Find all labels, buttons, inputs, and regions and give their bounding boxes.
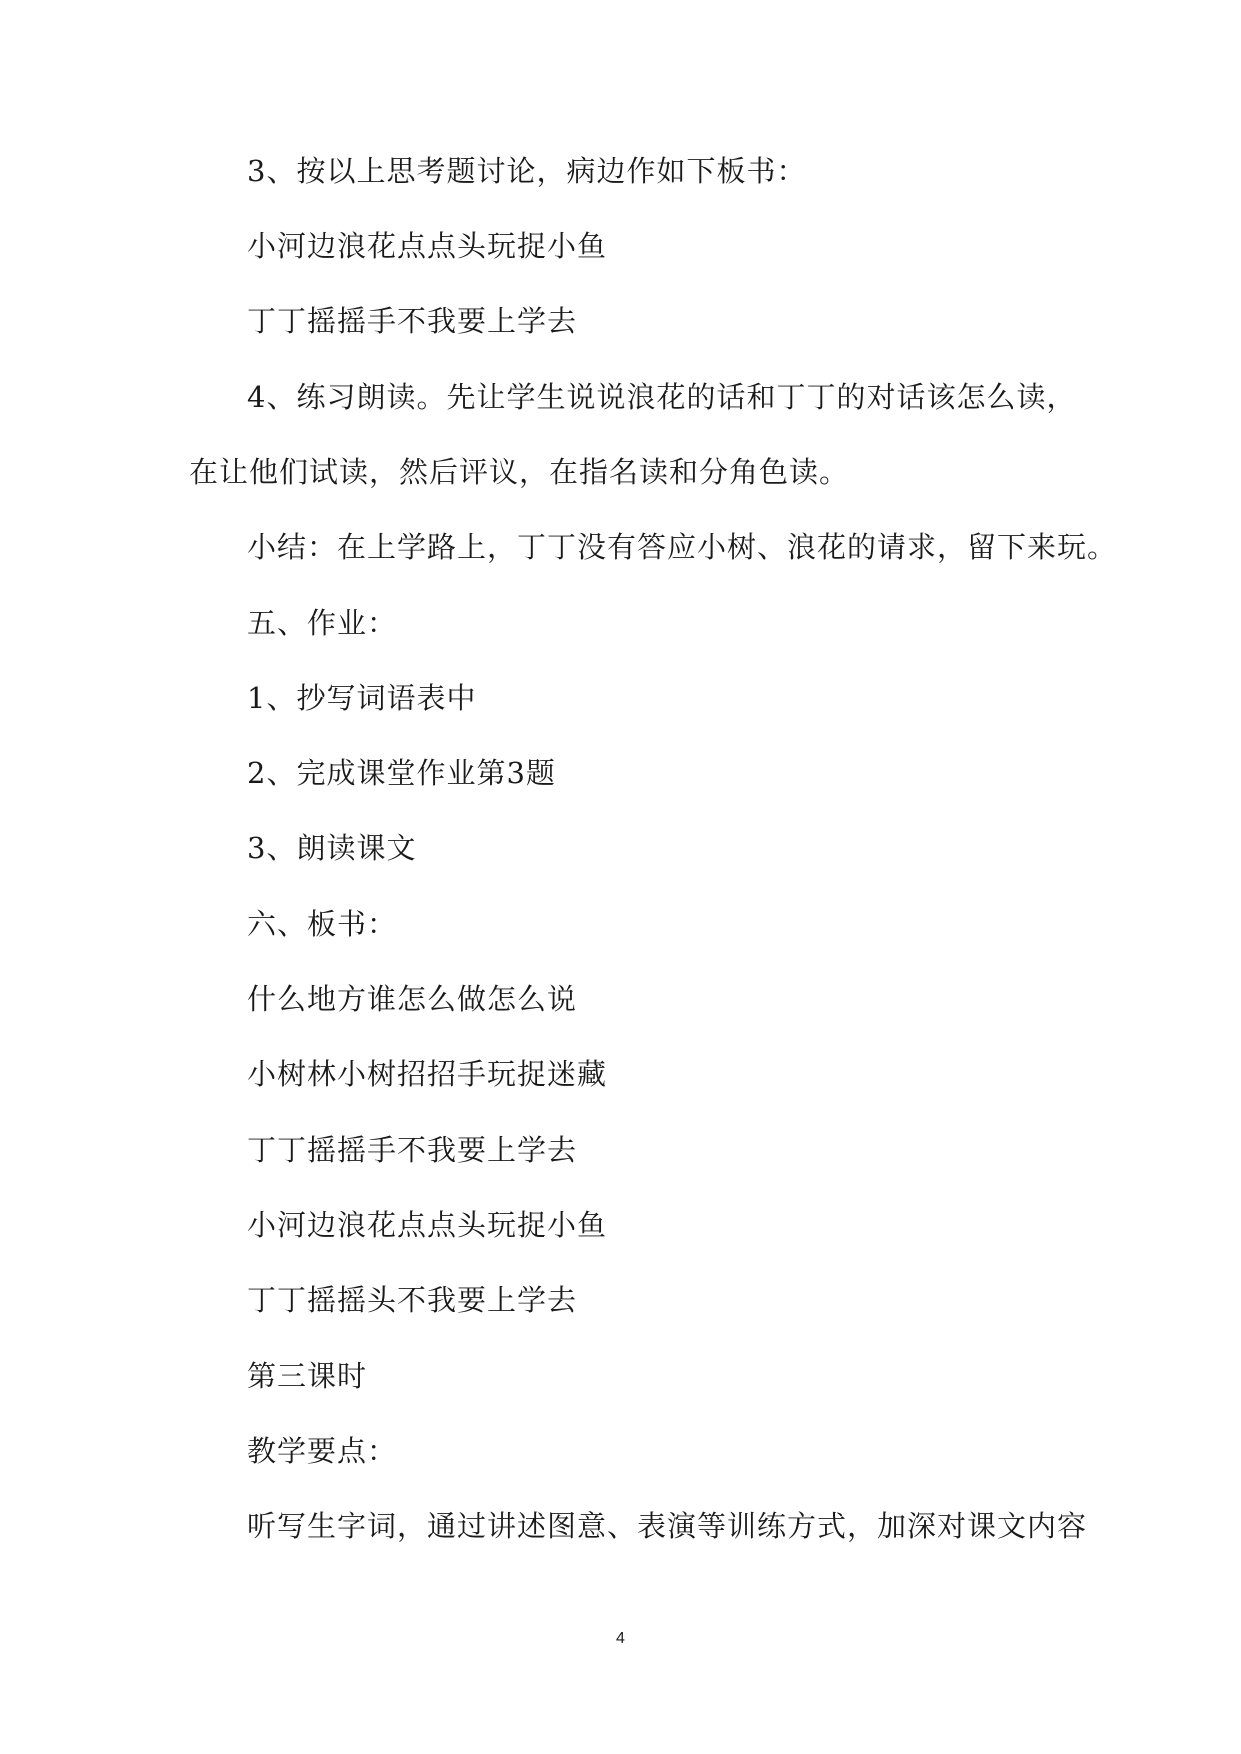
- list-item: 1、抄写词语表中: [247, 681, 477, 715]
- section-heading: 第三课时: [247, 1359, 368, 1393]
- list-item: 2、完成课堂作业第3题: [247, 756, 556, 790]
- paragraph-line: 丁丁摇摇手不我要上学去: [247, 1133, 578, 1167]
- page-number: 4: [616, 1630, 625, 1647]
- paragraph-line: 听写生字词，通过讲述图意、表演等训练方式，加深对课文内容: [247, 1509, 1088, 1543]
- paragraph-line: 什么地方谁怎么做怎么说: [247, 982, 578, 1016]
- paragraph-line: 教学要点：: [247, 1434, 398, 1468]
- section-heading: 六、板书：: [247, 907, 398, 941]
- paragraph-line: 小河边浪花点点头玩捉小鱼: [247, 1208, 608, 1242]
- paragraph-line: 小结：在上学路上，丁丁没有答应小树、浪花的请求，留下来玩。: [247, 530, 1118, 564]
- paragraph-line: 小河边浪花点点头玩捉小鱼: [247, 229, 608, 263]
- paragraph-line: 丁丁摇摇头不我要上学去: [247, 1283, 578, 1317]
- paragraph-line: 3、按以上思考题讨论，病边作如下板书：: [247, 154, 807, 188]
- paragraph-line: 丁丁摇摇手不我要上学去: [247, 304, 578, 338]
- list-item: 3、朗读课文: [247, 831, 417, 865]
- section-heading: 五、作业：: [247, 606, 398, 640]
- paragraph-line: 4、练习朗读。先让学生说说浪花的话和丁丁的对话该怎么读，: [247, 380, 1077, 414]
- paragraph-line: 小树林小树招招手玩捉迷藏: [247, 1057, 608, 1091]
- paragraph-line: 在让他们试读，然后评议，在指名读和分角色读。: [189, 455, 850, 489]
